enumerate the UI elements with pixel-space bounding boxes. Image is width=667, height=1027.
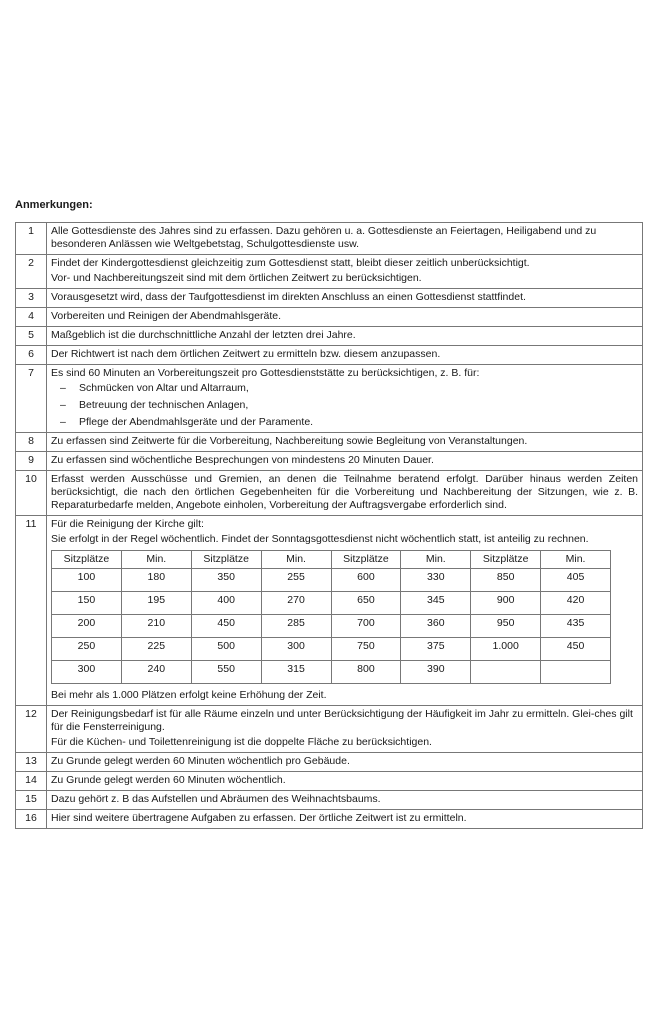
note-text: [47, 289, 643, 308]
seat-table-cell: 100: [52, 569, 122, 592]
table-row: [52, 569, 611, 592]
seat-table-header: [52, 551, 611, 569]
seat-table-cell: 450: [191, 615, 261, 638]
seat-table-header-cell: Min.: [401, 551, 471, 569]
note-row-5: [16, 327, 643, 346]
seat-table-cell: [541, 661, 611, 684]
note-text: [47, 791, 643, 810]
note-row-13: [16, 753, 643, 772]
seat-table-cell: 420: [541, 592, 611, 615]
note-row-11: [16, 516, 643, 706]
note-text: [47, 706, 643, 753]
seat-table-cell: 225: [121, 638, 191, 661]
note-paragraph: Erfasst werden Ausschüsse und Gremien, an denen die Teilnahme beratend erfolgt. Darüber hinaus werden Zeiten berücksichtigt, die nach den örtlichen Gegebenheiten für die Vorbereitung und Nachbereitung der Sitzungen, wie z. B. Reparaturbedarfe melden, Angebote einholen, Vorbereitung der Auftragsvergabe erforderlich sind.: [51, 473, 638, 511]
seat-table-cell: 250: [52, 638, 122, 661]
seat-table-cell: 300: [261, 638, 331, 661]
note-row-2: [16, 255, 643, 289]
note-row-3: [16, 289, 643, 308]
seat-table-cell: 240: [121, 661, 191, 684]
seat-table-cell: 650: [331, 592, 401, 615]
note-number: 14: [16, 772, 47, 791]
note-paragraph: Hier sind weitere übertragene Aufgaben zu erfassen. Der örtliche Zeitwert ist zu ermitteln.: [51, 812, 467, 824]
note-row-1: [16, 223, 643, 255]
note-paragraph: Der Reinigungsbedarf ist für alle Räume einzeln und unter Berücksichtigung der Häufigkeit im Jahr zu ermitteln. Glei-ches gilt für die Fensterreinigung.: [51, 708, 633, 733]
note-paragraph: Zu erfassen sind wöchentliche Besprechungen von mindestens 20 Minuten Dauer.: [51, 454, 434, 466]
note-row-15: [16, 791, 643, 810]
note-paragraph: Maßgeblich ist die durchschnittliche Anzahl der letzten drei Jahre.: [51, 329, 356, 341]
seat-table-cell: 200: [52, 615, 122, 638]
note-number: 15: [16, 791, 47, 810]
note-paragraph: Vorausgesetzt wird, dass der Taufgottesdienst im direkten Anschluss an einen Gottesdienst stattfindet.: [51, 291, 526, 303]
seat-table-cell: 315: [261, 661, 331, 684]
note-paragraph: Für die Reinigung der Kirche gilt:: [51, 518, 204, 530]
note-text: [47, 772, 643, 791]
seat-table-cell: 1.000: [471, 638, 541, 661]
seat-table-header-cell: Sitzplätze: [191, 551, 261, 569]
note-paragraph: Vor- und Nachbereitungszeit sind mit dem örtlichen Zeitwert zu berücksichtigen.: [51, 272, 422, 284]
note-text: [47, 255, 643, 289]
note-number: 4: [16, 308, 47, 327]
note-number: 1: [16, 223, 47, 255]
note-row-9: [16, 452, 643, 471]
table-row: [52, 638, 611, 661]
note-text: [47, 471, 643, 516]
seat-table-cell: 450: [541, 638, 611, 661]
table-row: [52, 615, 611, 638]
seat-table-cell: 390: [401, 661, 471, 684]
seat-table-cell: 800: [331, 661, 401, 684]
seat-table-cell: 285: [261, 615, 331, 638]
note-number: 8: [16, 433, 47, 452]
list-item: – Pflege der Abendmahlsgeräte und der Paramente.: [51, 416, 638, 429]
seat-table-cell: 405: [541, 569, 611, 592]
seat-table-cell: 270: [261, 592, 331, 615]
seat-table-cell: 750: [331, 638, 401, 661]
note-paragraph: Zu Grunde gelegt werden 60 Minuten wöchentlich pro Gebäude.: [51, 755, 350, 767]
list-item: – Betreuung der technischen Anlagen,: [51, 399, 638, 412]
note-number: 11: [16, 516, 47, 706]
note-row-7: [16, 365, 643, 433]
note-paragraph: Der Richtwert ist nach dem örtlichen Zeitwert zu ermitteln bzw. diesem anzupassen.: [51, 348, 441, 360]
note-text: [47, 308, 643, 327]
note-number: 13: [16, 753, 47, 772]
note-number: 9: [16, 452, 47, 471]
note-number: 2: [16, 255, 47, 289]
seat-minutes-table: [51, 550, 611, 684]
note-text: [47, 753, 643, 772]
note-text: [47, 327, 643, 346]
seat-table-header-cell: Min.: [541, 551, 611, 569]
seat-table-cell: 900: [471, 592, 541, 615]
seat-table-cell: 255: [261, 569, 331, 592]
seat-table-header-cell: Sitzplätze: [52, 551, 122, 569]
note-row-14: [16, 772, 643, 791]
note-row-16: [16, 810, 643, 829]
note-text: [47, 516, 643, 706]
seat-table-cell: 360: [401, 615, 471, 638]
note-row-10: [16, 471, 643, 516]
page-heading: Anmerkungen:: [15, 199, 93, 211]
note-row-8: [16, 433, 643, 452]
note-number: 6: [16, 346, 47, 365]
note-paragraph: Bei mehr als 1.000 Plätzen erfolgt keine Erhöhung der Zeit.: [51, 689, 327, 701]
note-paragraph: Sie erfolgt in der Regel wöchentlich. Findet der Sonntagsgottesdienst nicht wöchentlich statt, ist anteilig zu rechnen.: [51, 533, 589, 545]
note-number: 16: [16, 810, 47, 829]
seat-table-cell: 400: [191, 592, 261, 615]
seat-table-cell: 330: [401, 569, 471, 592]
note-text: [47, 433, 643, 452]
note-text: [47, 452, 643, 471]
seat-table-cell: 180: [121, 569, 191, 592]
note-paragraph: Zu Grunde gelegt werden 60 Minuten wöchentlich.: [51, 774, 286, 786]
seat-table-cell: 500: [191, 638, 261, 661]
note-paragraph: Dazu gehört z. B das Aufstellen und Abräumen des Weihnachtsbaums.: [51, 793, 381, 805]
note-text: [47, 365, 643, 433]
note-number: 12: [16, 706, 47, 753]
seat-table-header-cell: Min.: [261, 551, 331, 569]
note-row-4: [16, 308, 643, 327]
note-paragraph: Es sind 60 Minuten an Vorbereitungszeit pro Gottesdienststätte zu berücksichtigen, z. B. für:: [51, 367, 480, 379]
seat-table-cell: 150: [52, 592, 122, 615]
seat-table-cell: 435: [541, 615, 611, 638]
seat-table-cell: 350: [191, 569, 261, 592]
seat-table-cell: 600: [331, 569, 401, 592]
seat-table-cell: 850: [471, 569, 541, 592]
seat-table-cell: [471, 661, 541, 684]
note-paragraph: Findet der Kindergottesdienst gleichzeitig zum Gottesdienst statt, bleibt dieser zeitlich unberücksichtigt.: [51, 257, 530, 269]
note-text: [47, 810, 643, 829]
table-row: [52, 592, 611, 615]
note-number: 5: [16, 327, 47, 346]
seat-table-cell: 195: [121, 592, 191, 615]
seat-table-header-cell: Min.: [121, 551, 191, 569]
note-number: 10: [16, 471, 47, 516]
note-paragraph: Zu erfassen sind Zeitwerte für die Vorbereitung, Nachbereitung sowie Begleitung von Veranstaltungen.: [51, 435, 528, 447]
seat-table-cell: 375: [401, 638, 471, 661]
seat-table-cell: 300: [52, 661, 122, 684]
note-list: [51, 382, 638, 429]
note-number: 3: [16, 289, 47, 308]
seat-table-cell: 210: [121, 615, 191, 638]
note-text: [47, 223, 643, 255]
note-number: 7: [16, 365, 47, 433]
note-row-12: [16, 706, 643, 753]
note-row-6: [16, 346, 643, 365]
list-item: – Schmücken von Altar und Altarraum,: [51, 382, 638, 395]
seat-table-header-cell: Sitzplätze: [471, 551, 541, 569]
seat-table-cell: 345: [401, 592, 471, 615]
seat-table-header-cell: Sitzplätze: [331, 551, 401, 569]
seat-table-cell: 950: [471, 615, 541, 638]
seat-table-cell: 700: [331, 615, 401, 638]
notes-table: [15, 222, 643, 829]
note-paragraph: Für die Küchen- und Toilettenreinigung ist die doppelte Fläche zu berücksichtigen.: [51, 736, 432, 748]
note-text: [47, 346, 643, 365]
table-row: [52, 661, 611, 684]
note-paragraph: Vorbereiten und Reinigen der Abendmahlsgeräte.: [51, 310, 281, 322]
seat-table-cell: 550: [191, 661, 261, 684]
note-paragraph: Alle Gottesdienste des Jahres sind zu erfassen. Dazu gehören u. a. Gottesdienste an Feiertagen, Heiligabend und zu besonderen Anlässen wie Weltgebetstag, Schulgottesdienste usw.: [51, 225, 597, 250]
